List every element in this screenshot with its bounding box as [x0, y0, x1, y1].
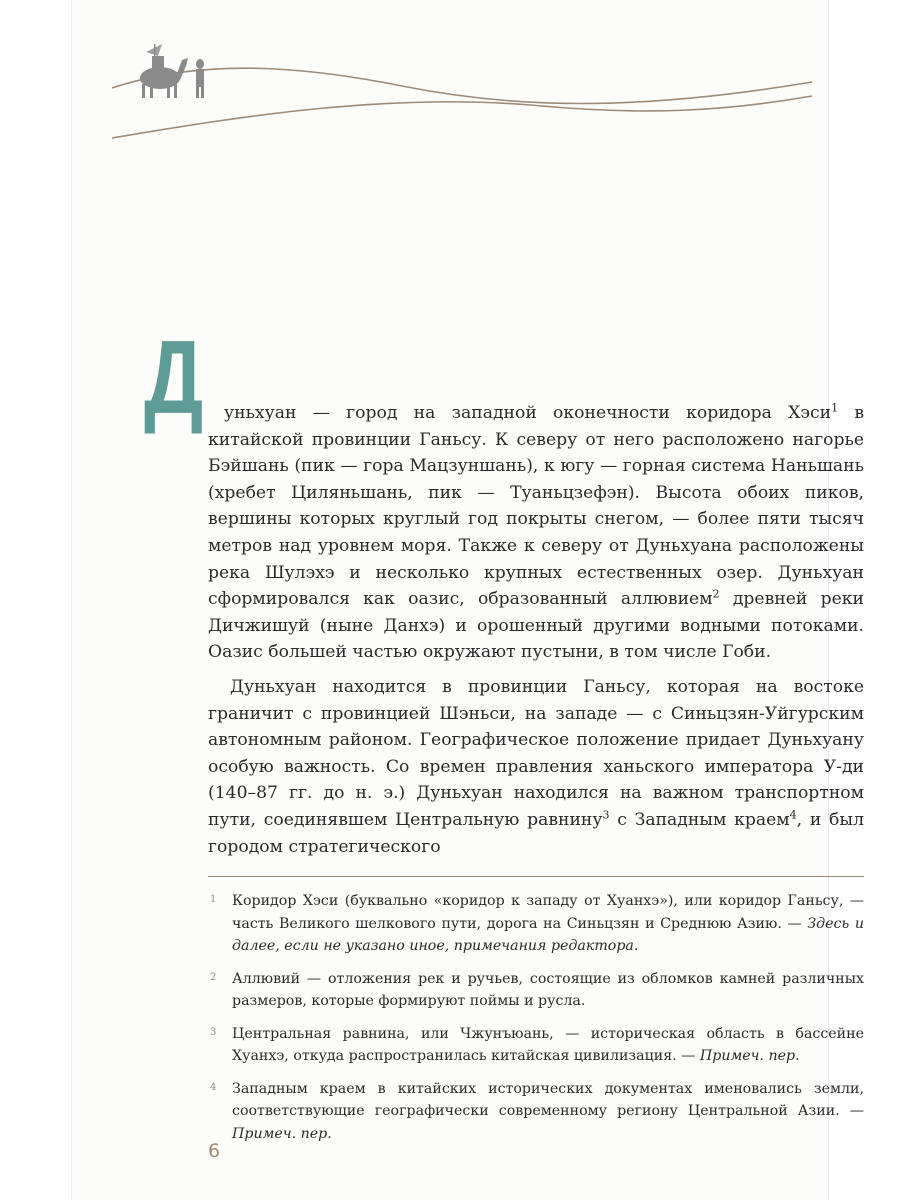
footnote-1 — [208, 890, 864, 958]
footnote-ref-4[interactable]: 4 — [789, 808, 797, 822]
paragraph-2 — [208, 674, 864, 860]
paragraph-2-mid: с Западным краем — [609, 809, 790, 830]
paragraph-1-end: древней реки Дичжишуй (ныне Данхэ) и орошенный другими водными потоками. Оазис большей частью окружают пустыни, в том числе Гоби. — [208, 589, 864, 663]
footnote-translator-note: Примеч. пер. — [232, 1125, 332, 1142]
footnote-3 — [208, 1023, 864, 1068]
footnote-number: 1 — [210, 894, 217, 905]
footnote-text: Западным краем в китайских исторических документах именовались земли, соответствующие географически современному региону Центральной Азии. — — [232, 1080, 864, 1119]
paragraph-2-lead: Дуньхуан находится в провинции Ганьсу, которая на востоке граничит с провинцией Шэньси, на западе — с Синьцзян-Уйгурским автономным районом. Географическое положение придает Дуньхуану особую важность. Со времен правления ханьского императора У-ди (140–87 гг. до н. э.) Дуньхуан находился на важном транспортном пути, соединявшем Центральную равнину — [208, 676, 864, 830]
page-number: 6 — [208, 1140, 221, 1162]
footnote-editor-note: Здесь и далее, если не указано иное, примечания редактора. — [232, 915, 864, 954]
footnotes — [208, 890, 864, 1155]
book-page — [72, 0, 864, 1200]
footnote-translator-note: Примеч. пер. — [699, 1048, 800, 1064]
footnote-text: Центральная равнина, или Чжунъюань, — историческая область в бассейне Хуанхэ, откуда распространилась китайская цивилизация. — — [232, 1025, 864, 1064]
footnote-ref-1[interactable]: 1 — [831, 401, 839, 415]
footnote-divider — [208, 876, 864, 877]
main-text — [208, 400, 864, 860]
footnote-number: 3 — [210, 1026, 217, 1038]
paragraph-1-lead: уньхуан — город на западной оконечности коридора Хэси — [224, 403, 832, 423]
paragraph-1-body: в китайской провинции Ганьсу. К северу от него расположено нагорье Бэйшань (пик — гора Мацзуншань), к югу — горная система Наньшань (хребет Циляньшань, пик — Туаньцзефэн). Высота обоих пиков, вершины которых круглый год покрыты снегом, — более пяти тысяч метров над уровнем моря. Также к северу от Дуньхуана расположены река Шулэхэ и несколько крупных естественных озер. Дуньхуан сформировался как оазис, образованный аллювием — [208, 403, 864, 610]
footnote-number: 4 — [210, 1081, 217, 1093]
footnote-number: 2 — [210, 971, 217, 983]
drop-cap-letter: Д — [144, 320, 204, 436]
footnote-4 — [208, 1078, 864, 1146]
footnote-2 — [208, 968, 864, 1013]
paragraph-2-end: , и был городом стратегического — [208, 809, 864, 857]
camel-caravan-icon — [72, 30, 828, 140]
footnote-ref-2[interactable]: 2 — [712, 587, 720, 601]
footnote-text: Коридор Хэси (буквально «коридор к западу от Хуанхэ»), или коридор Ганьсу, — часть Великого шелкового пути, дорога на Синьцзян и Среднюю Азию. — — [232, 893, 864, 932]
footnote-text: Аллювий — отложения рек и ручьев, состоящие из обломков камней различных размеров, которые формируют поймы и русла. — [232, 970, 864, 1009]
footnote-ref-3[interactable]: 3 — [602, 808, 610, 822]
paragraph-1 — [208, 400, 864, 666]
